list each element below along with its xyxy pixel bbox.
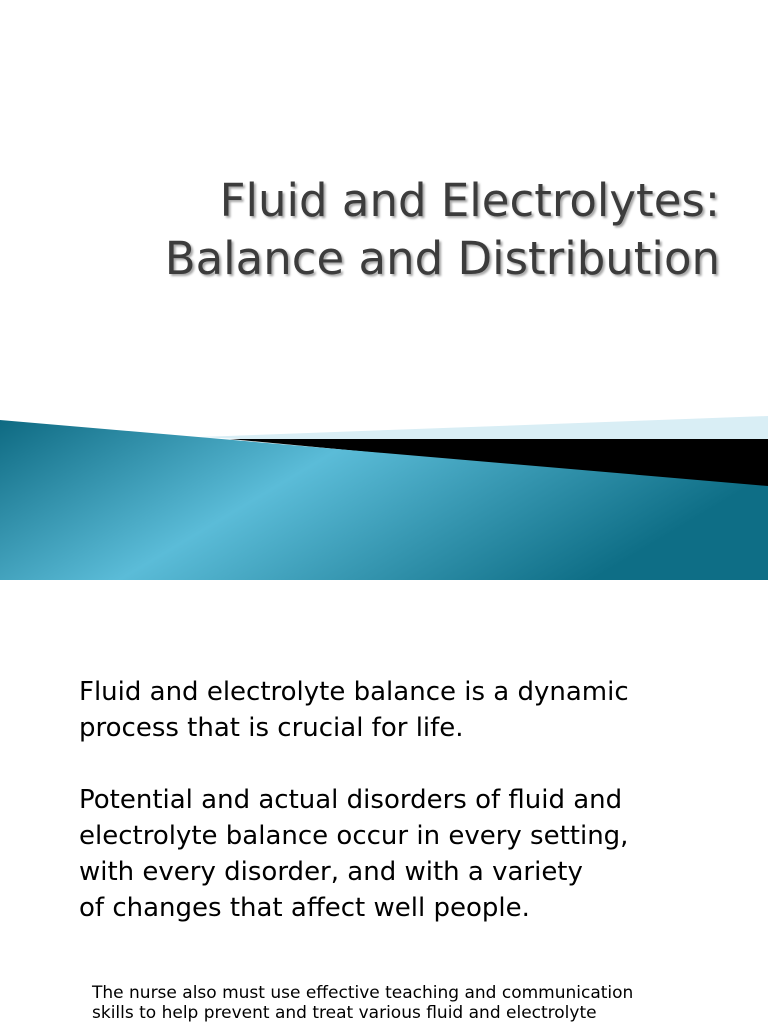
paragraph-1 <box>79 674 739 746</box>
footnote-line-2: skills to help prevent and treat various fluid and electrolyte <box>92 1003 597 1023</box>
paragraph-1-line-1: Fluid and electrolyte balance is a dynamic <box>79 677 629 707</box>
paragraph-2-line-2: electrolyte balance occur in every setting, <box>79 821 629 851</box>
paragraph-1-line-2: process that is crucial for life. <box>79 713 464 743</box>
decorative-banner <box>0 410 768 580</box>
paragraph-2-line-4: of changes that affect well people. <box>79 893 530 923</box>
slide-title <box>60 172 720 288</box>
footnote-text <box>92 983 732 1023</box>
paragraph-2-line-1: Potential and actual disorders of fluid and <box>79 785 623 815</box>
banner-pale-strip <box>200 416 768 440</box>
footnote-line-1: The nurse also must use effective teaching and communication <box>92 983 634 1003</box>
slide-body <box>79 674 739 962</box>
paragraph-2-line-3: with every disorder, and with a variety <box>79 857 583 887</box>
title-line-2: Balance and Distribution <box>164 232 720 285</box>
paragraph-2 <box>79 782 739 926</box>
title-line-1: Fluid and Electrolytes: <box>219 174 720 227</box>
